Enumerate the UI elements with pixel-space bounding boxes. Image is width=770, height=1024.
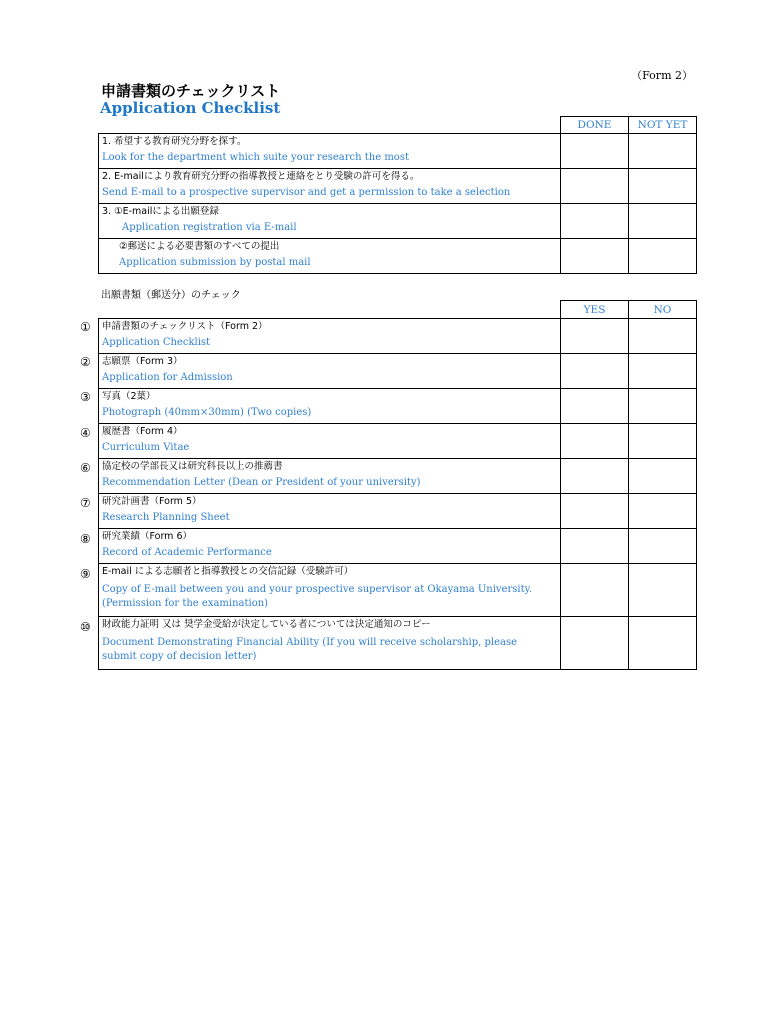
not-yet-checkbox-cell[interactable] xyxy=(629,204,697,239)
document-jp: 財政能力証明 又は 奨学金受給が決定している者については決定通知のコピー xyxy=(102,619,431,630)
procedure-row xyxy=(99,169,561,204)
column-header-yes: YES xyxy=(561,301,629,319)
yes-checkbox-cell[interactable] xyxy=(561,389,629,424)
document-jp: E-mail による志願者と指導教授との交信記録（受験許可） xyxy=(102,566,354,577)
yes-checkbox-cell[interactable] xyxy=(561,354,629,389)
column-header-not-yet: NOT YET xyxy=(629,117,697,134)
procedure-row xyxy=(99,239,561,274)
no-checkbox-cell[interactable] xyxy=(629,564,697,617)
document-en: Document Demonstrating Financial Ability (If you will receive scholarship, please xyxy=(102,637,518,648)
no-checkbox-cell[interactable] xyxy=(629,529,697,564)
item-number: ③ xyxy=(80,390,91,404)
document-en: Copy of E-mail between you and your prospective supervisor at Okayama University. xyxy=(102,584,533,595)
document-en: Record of Academic Performance xyxy=(102,547,272,558)
document-jp: 申請書類のチェックリスト（Form 2） xyxy=(102,321,268,332)
item-number: ⑥ xyxy=(80,461,91,475)
form-number-label: （Form 2） xyxy=(631,69,693,82)
section-title-documents: 出願書類（郵送分）のチェック xyxy=(101,290,241,301)
item-number: ⑨ xyxy=(80,567,91,581)
procedure-jp: 3. ①E-mailによる出願登録 xyxy=(102,206,219,217)
item-number: ① xyxy=(80,320,91,334)
procedure-en: Look for the department which suite your research the most xyxy=(102,152,409,163)
document-jp: 研究計画書（Form 5） xyxy=(102,496,202,507)
document-row xyxy=(99,564,561,617)
document-jp: 履歴書（Form 4） xyxy=(102,426,183,437)
yes-checkbox-cell[interactable] xyxy=(561,564,629,617)
column-header-no: NO xyxy=(629,301,697,319)
document-jp: 研究業績（Form 6） xyxy=(102,531,192,542)
item-number: ⑩ xyxy=(80,620,91,634)
document-en-continued: submit copy of decision letter) xyxy=(102,651,257,662)
done-checkbox-cell[interactable] xyxy=(561,134,629,169)
no-checkbox-cell[interactable] xyxy=(629,319,697,354)
yes-checkbox-cell[interactable] xyxy=(561,459,629,494)
procedure-jp: 2. E-mailにより教育研究分野の指導教授と連絡をとり受験の許可を得る。 xyxy=(102,171,420,182)
document-row xyxy=(99,319,561,354)
no-checkbox-cell[interactable] xyxy=(629,617,697,670)
document-row xyxy=(99,459,561,494)
yes-checkbox-cell[interactable] xyxy=(561,529,629,564)
document-en-continued: (Permission for the examination) xyxy=(102,598,269,609)
not-yet-checkbox-cell[interactable] xyxy=(629,239,697,274)
item-number: ⑦ xyxy=(80,496,91,510)
document-row xyxy=(99,389,561,424)
procedure-row xyxy=(99,204,561,239)
documents-checklist-table xyxy=(98,300,697,670)
document-row xyxy=(99,354,561,389)
document-jp: 志願票（Form 3） xyxy=(102,356,183,367)
header-spacer xyxy=(99,301,561,319)
no-checkbox-cell[interactable] xyxy=(629,389,697,424)
yes-checkbox-cell[interactable] xyxy=(561,319,629,354)
document-en: Application Checklist xyxy=(102,337,211,348)
item-number: ④ xyxy=(80,426,91,440)
document-en: Research Planning Sheet xyxy=(102,512,230,523)
document-jp: 協定校の学部長又は研究科長以上の推薦書 xyxy=(102,461,283,472)
document-en: Recommendation Letter (Dean or President of your university) xyxy=(102,477,421,488)
no-checkbox-cell[interactable] xyxy=(629,494,697,529)
procedure-row xyxy=(99,134,561,169)
item-number: ② xyxy=(80,355,91,369)
procedure-checklist-table xyxy=(98,116,697,274)
page-title-japanese: 申請書類のチェックリスト xyxy=(101,82,281,100)
item-number: ⑧ xyxy=(80,532,91,546)
no-checkbox-cell[interactable] xyxy=(629,354,697,389)
not-yet-checkbox-cell[interactable] xyxy=(629,134,697,169)
document-en: Photograph (40mm×30mm) (Two copies) xyxy=(102,407,312,418)
procedure-en: Application registration via E-mail xyxy=(122,222,297,233)
document-jp: 写真（2葉） xyxy=(102,391,156,402)
yes-checkbox-cell[interactable] xyxy=(561,494,629,529)
no-checkbox-cell[interactable] xyxy=(629,459,697,494)
document-row xyxy=(99,617,561,670)
procedure-jp: ②郵送による必要書類のすべての提出 xyxy=(119,241,280,252)
column-header-done: DONE xyxy=(561,117,629,134)
done-checkbox-cell[interactable] xyxy=(561,239,629,274)
done-checkbox-cell[interactable] xyxy=(561,204,629,239)
header-spacer xyxy=(99,117,561,134)
page-title-english: Application Checklist xyxy=(100,99,281,117)
document-en: Curriculum Vitae xyxy=(102,442,190,453)
yes-checkbox-cell[interactable] xyxy=(561,424,629,459)
procedure-jp: 1. 希望する教育研究分野を探す。 xyxy=(102,136,247,147)
document-row xyxy=(99,529,561,564)
procedure-en: Send E-mail to a prospective supervisor and get a permission to take a selection xyxy=(102,187,511,198)
document-row xyxy=(99,494,561,529)
no-checkbox-cell[interactable] xyxy=(629,424,697,459)
done-checkbox-cell[interactable] xyxy=(561,169,629,204)
not-yet-checkbox-cell[interactable] xyxy=(629,169,697,204)
document-row xyxy=(99,424,561,459)
document-en: Application for Admission xyxy=(102,372,233,383)
procedure-en: Application submission by postal mail xyxy=(119,257,311,268)
yes-checkbox-cell[interactable] xyxy=(561,617,629,670)
